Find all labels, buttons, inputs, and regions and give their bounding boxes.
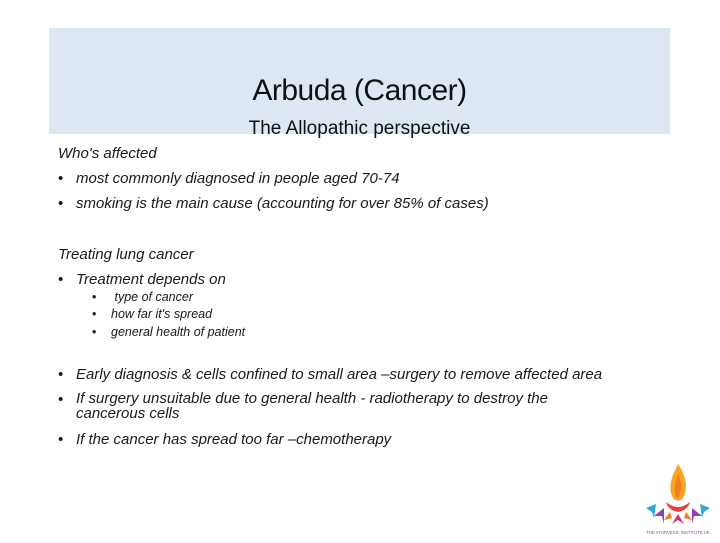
section-heading-treating-lung-cancer: Treating lung cancer <box>58 246 194 263</box>
slide-title: Arbuda (Cancer) <box>252 74 467 107</box>
bullet-dot-icon: • <box>58 391 64 408</box>
bullet-dot-icon: • <box>58 431 64 448</box>
bullet-text: Early diagnosis & cells confined to small area –surgery to remove affected area <box>76 366 603 383</box>
bullet-dot-icon: • <box>92 307 97 321</box>
bullet-text: Treatment depends on <box>76 271 226 288</box>
sub-bullet-text: general health of patient <box>111 325 246 339</box>
section-heading-whos-affected: Who's affected <box>58 145 157 162</box>
sub-bullet-text: how far it's spread <box>111 307 213 321</box>
sub-bullet-item <box>92 325 245 340</box>
bullet-text: If the cancer has spread too far –chemotherapy <box>76 431 392 448</box>
bullet-text: If surgery unsuitable due to general health - radiotherapy to destroy the cancerous cells <box>76 390 548 422</box>
bullet-item <box>58 271 226 289</box>
bullet-item <box>58 195 489 213</box>
bullet-item <box>58 431 391 449</box>
bullet-dot-icon: • <box>58 366 64 383</box>
bullet-item <box>58 391 621 421</box>
title-banner <box>49 28 670 139</box>
lotus-flame-icon <box>642 462 714 538</box>
logo-caption: THE AYURVEDIC INSTITUTE UK <box>646 530 710 535</box>
bullet-item <box>58 170 400 188</box>
bullet-dot-icon: • <box>58 170 64 187</box>
bullet-text: most commonly diagnosed in people aged 70-74 <box>76 170 400 187</box>
sub-bullet-item <box>92 307 212 322</box>
bullet-dot-icon: • <box>92 325 97 339</box>
sub-bullet-item <box>92 290 193 305</box>
sub-bullet-text: type of cancer <box>111 290 193 304</box>
bullet-dot-icon: • <box>58 271 64 288</box>
bullet-dot-icon: • <box>58 195 64 212</box>
bullet-item <box>58 366 602 384</box>
bullet-text: smoking is the main cause (accounting for over 85% of cases) <box>76 195 489 212</box>
institute-logo <box>642 462 714 538</box>
slide-subtitle: The Allopathic perspective <box>248 118 471 139</box>
bullet-dot-icon: • <box>92 290 97 304</box>
